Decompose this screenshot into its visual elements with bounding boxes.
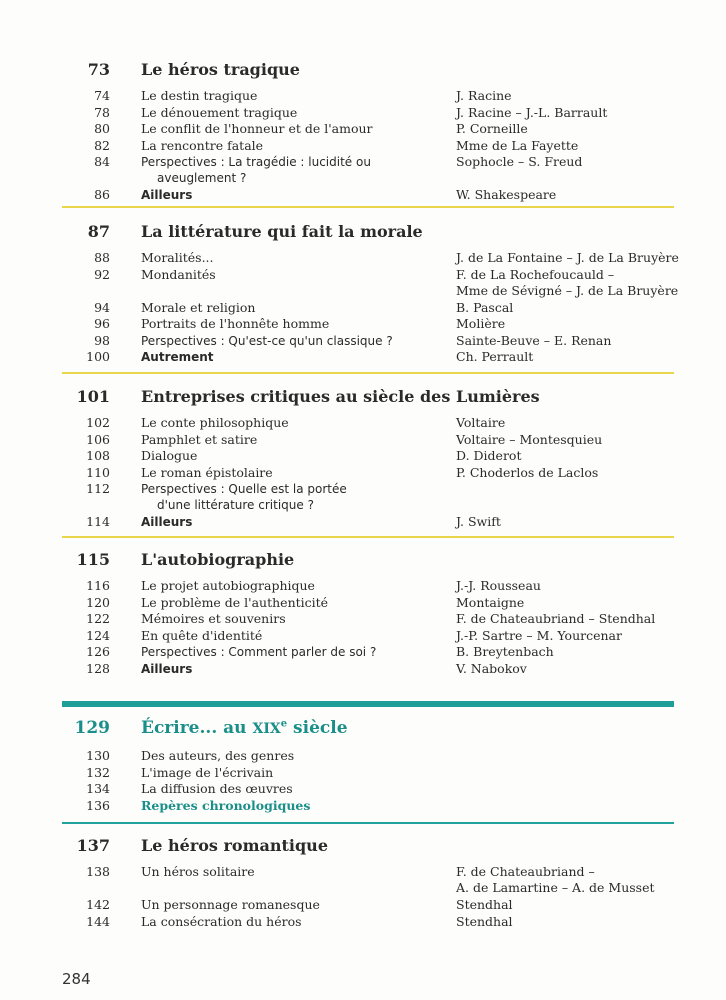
row-page: 136 xyxy=(86,797,110,813)
toc-row xyxy=(0,748,726,765)
toc-row xyxy=(0,798,726,815)
row-title: La rencontre fatale xyxy=(141,137,264,153)
row-page: 110 xyxy=(86,464,110,480)
row-author: Ch. Perrault xyxy=(456,349,534,364)
row-page: 106 xyxy=(86,431,110,447)
row-author: Voltaire – Montesquieu xyxy=(456,431,603,447)
section-title: L'autobiographie xyxy=(141,550,295,569)
row-page: 114 xyxy=(86,514,110,529)
row-author: J. Racine xyxy=(456,88,512,103)
section-title: Le héros romantique xyxy=(141,836,328,855)
toc-row xyxy=(0,897,726,914)
toc-row xyxy=(0,88,726,105)
section-title: Le héros tragique xyxy=(141,60,300,79)
row-page: 82 xyxy=(94,137,110,153)
toc-row xyxy=(0,349,726,366)
row-title-line: Perspectives : La tragédie : lucidité ou xyxy=(141,155,371,169)
row-author xyxy=(456,267,716,299)
toc-row xyxy=(0,448,726,465)
toc-row xyxy=(0,267,726,300)
part-divider-band xyxy=(62,701,674,707)
row-page: 102 xyxy=(86,415,110,430)
row-page: 98 xyxy=(94,332,110,348)
row-author: J. Racine – J.-L. Barrault xyxy=(456,104,608,120)
row-author: Sophocle – S. Freud xyxy=(456,154,583,169)
row-author: J. Swift xyxy=(456,514,501,529)
row-title: Perspectives : Qu'est-ce qu'un classique ? xyxy=(141,333,393,348)
toc-row xyxy=(0,121,726,138)
row-page: 100 xyxy=(86,349,110,364)
row-page: 112 xyxy=(86,481,110,496)
row-title: La consécration du héros xyxy=(141,913,302,929)
row-title: En quête d'identité xyxy=(141,627,263,643)
row-author: F. de Chateaubriand – Stendhal xyxy=(456,611,656,626)
part-number: 129 xyxy=(74,718,110,738)
row-title: Un personnage romanesque xyxy=(141,897,320,912)
row-title: Mondanités xyxy=(141,266,216,282)
toc-row xyxy=(0,465,726,482)
toc-section xyxy=(0,546,726,677)
row-title: Un héros solitaire xyxy=(141,864,255,879)
row-author: P. Choderlos de Laclos xyxy=(456,464,599,480)
part-title xyxy=(141,718,348,738)
toc-row xyxy=(0,105,726,122)
row-page: 138 xyxy=(86,864,110,879)
section-title: La littérature qui fait la morale xyxy=(141,222,423,241)
section-number: 115 xyxy=(76,550,110,569)
toc-row xyxy=(0,432,726,449)
row-author: Stendhal xyxy=(456,913,513,929)
part-title-text: siècle xyxy=(287,718,348,738)
row-title: Le conte philosophique xyxy=(141,415,289,430)
toc-row xyxy=(0,316,726,333)
row-page: 134 xyxy=(86,781,110,796)
row-author: B. Pascal xyxy=(456,299,514,315)
row-author: Sainte-Beuve – E. Renan xyxy=(456,332,612,348)
row-author xyxy=(456,864,716,896)
row-title xyxy=(141,481,441,513)
row-title: Le roman épistolaire xyxy=(141,464,273,480)
row-page: 124 xyxy=(86,627,110,643)
row-author: D. Diderot xyxy=(456,448,522,463)
row-title: Ailleurs xyxy=(141,188,193,202)
toc-section xyxy=(0,832,726,930)
row-title: L'image de l'écrivain xyxy=(141,764,274,780)
toc-row xyxy=(0,781,726,798)
row-title: Perspectives : Comment parler de soi ? xyxy=(141,645,377,659)
row-author-line: F. de La Rochefoucauld – xyxy=(456,266,615,282)
row-page: 74 xyxy=(94,88,110,103)
row-title: Le problème de l'authenticité xyxy=(141,594,329,610)
row-page: 78 xyxy=(94,104,110,120)
row-page: 116 xyxy=(86,578,110,593)
row-title: Le dénouement tragique xyxy=(141,104,298,120)
row-author: P. Corneille xyxy=(456,121,528,136)
row-author: Molière xyxy=(456,316,506,331)
row-page: 80 xyxy=(94,121,110,136)
row-title: La diffusion des œuvres xyxy=(141,781,293,796)
toc-row xyxy=(0,300,726,317)
section-divider xyxy=(62,822,674,824)
row-title: Autrement xyxy=(141,350,214,364)
row-page: 122 xyxy=(86,611,110,626)
row-title-line: aveuglement ? xyxy=(157,171,247,185)
row-title: Ailleurs xyxy=(141,515,193,529)
row-page: 144 xyxy=(86,913,110,929)
toc-row xyxy=(0,578,726,595)
section-divider xyxy=(62,536,674,538)
toc-section xyxy=(0,56,726,204)
section-divider xyxy=(62,206,674,208)
toc-row xyxy=(0,187,726,204)
part-title-sup: e xyxy=(280,718,288,730)
toc-row xyxy=(0,628,726,645)
row-author-line: Mme de Sévigné – J. de La Bruyère xyxy=(456,282,679,298)
toc-part-section xyxy=(0,714,726,814)
row-author: Voltaire xyxy=(456,415,506,430)
row-title: Dialogue xyxy=(141,448,198,463)
row-author: J. de La Fontaine – J. de La Bruyère xyxy=(456,250,679,265)
row-title: Morale et religion xyxy=(141,299,256,315)
row-author-line: F. de Chateaubriand – xyxy=(456,864,595,879)
row-author: B. Breytenbach xyxy=(456,644,554,659)
row-page: 108 xyxy=(86,448,110,463)
row-page: 142 xyxy=(86,897,110,912)
row-title: Ailleurs xyxy=(141,661,193,676)
section-number: 101 xyxy=(76,387,110,406)
toc-row xyxy=(0,481,726,514)
row-page: 132 xyxy=(86,764,110,780)
row-author-line: A. de Lamartine – A. de Musset xyxy=(456,880,655,895)
toc-row xyxy=(0,644,726,661)
row-page: 92 xyxy=(94,266,110,282)
row-title: Le destin tragique xyxy=(141,88,258,103)
toc-row xyxy=(0,514,726,531)
row-title-line: Perspectives : Quelle est la portée xyxy=(141,482,347,496)
section-number: 87 xyxy=(87,222,110,241)
toc-section xyxy=(0,218,726,366)
row-page: 128 xyxy=(86,660,110,676)
section-divider xyxy=(62,372,674,374)
row-page: 130 xyxy=(86,748,110,763)
row-page: 96 xyxy=(94,316,110,331)
toc-row xyxy=(0,138,726,155)
row-page: 120 xyxy=(86,594,110,610)
toc-row xyxy=(0,595,726,612)
row-author: Montaigne xyxy=(456,594,525,610)
row-title: Pamphlet et satire xyxy=(141,431,258,447)
row-author: J.-P. Sartre – M. Yourcenar xyxy=(456,627,622,643)
section-number: 137 xyxy=(76,836,110,855)
page-number: 284 xyxy=(62,970,91,988)
row-title: Le conflit de l'honneur et de l'amour xyxy=(141,121,373,136)
row-title: Repères chronologiques xyxy=(141,797,311,813)
row-title: Des auteurs, des genres xyxy=(141,748,295,763)
row-author: Mme de La Fayette xyxy=(456,137,579,153)
toc-row xyxy=(0,333,726,350)
section-number: 73 xyxy=(87,60,110,79)
row-page: 88 xyxy=(94,250,110,265)
toc-row xyxy=(0,250,726,267)
toc-row xyxy=(0,914,726,931)
toc-row xyxy=(0,661,726,678)
row-title: Portraits de l'honnête homme xyxy=(141,316,330,331)
row-page: 126 xyxy=(86,644,110,659)
row-title xyxy=(141,154,441,186)
row-author: J.-J. Rousseau xyxy=(456,578,541,593)
row-title: Mémoires et souvenirs xyxy=(141,611,286,626)
part-title-text: Écrire... au xyxy=(141,718,253,738)
toc-section xyxy=(0,383,726,531)
row-page: 94 xyxy=(94,299,110,315)
row-title-line: d'une littérature critique ? xyxy=(157,498,314,512)
row-page: 86 xyxy=(94,187,110,202)
row-title: Moralités... xyxy=(141,250,214,265)
part-title-roman: XIX xyxy=(252,721,281,737)
row-author: W. Shakespeare xyxy=(456,187,557,202)
toc-row xyxy=(0,415,726,432)
row-author: V. Nabokov xyxy=(456,660,527,676)
toc-row xyxy=(0,864,726,897)
section-title: Entreprises critiques au siècle des Lumières xyxy=(141,387,540,406)
row-title: Le projet autobiographique xyxy=(141,578,315,593)
row-page: 84 xyxy=(94,154,110,169)
toc-row xyxy=(0,611,726,628)
row-author: Stendhal xyxy=(456,897,513,912)
toc-row xyxy=(0,154,726,187)
toc-row xyxy=(0,765,726,782)
